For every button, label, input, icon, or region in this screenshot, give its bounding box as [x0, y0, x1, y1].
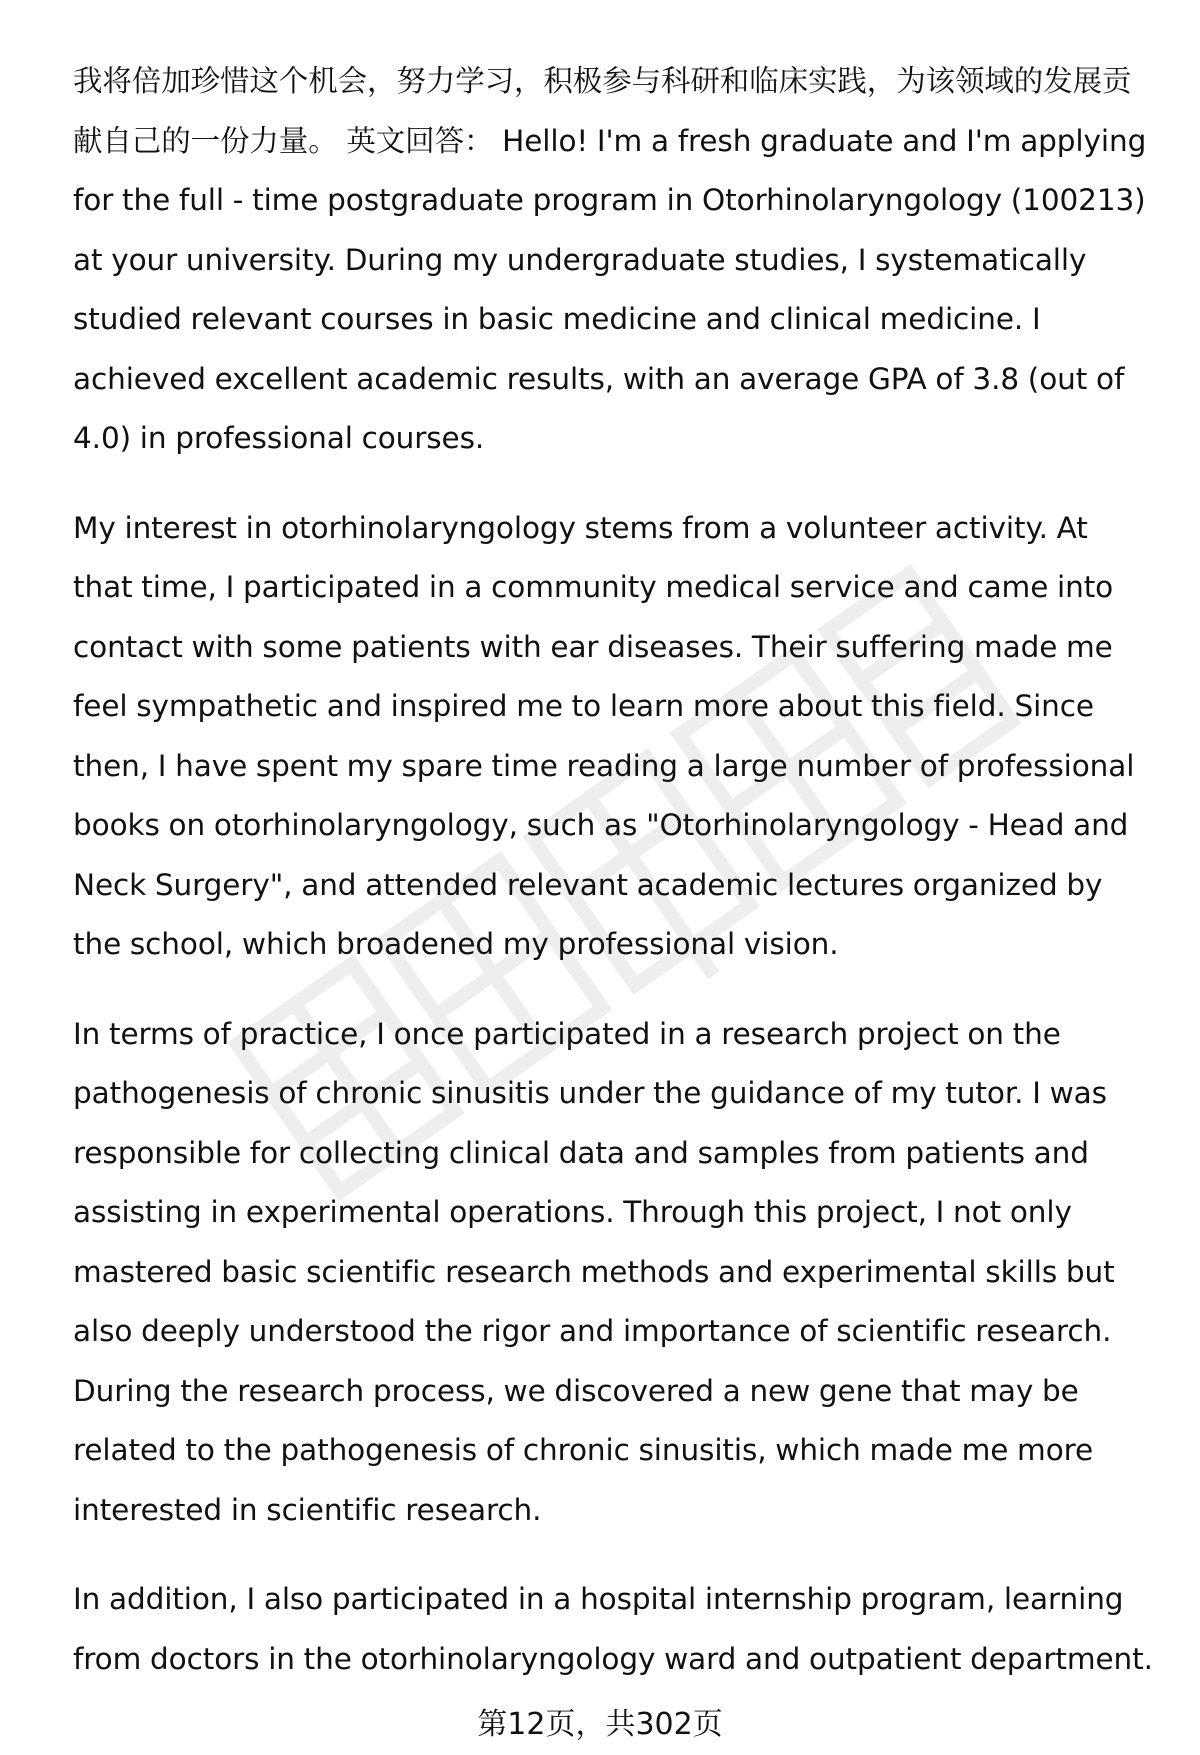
document-body — [73, 52, 1153, 1719]
paragraph-1: 我将倍加珍惜这个机会，努力学习，积极参与科研和临床实践，为该领域的发展贡献自己的一份力量。 英文回答： Hello! I'm a fresh graduate and I'm applying for the full - time postgraduate program in Otorhinolaryngology (100213) at your university. During my undergraduate studies, I systematically studied relevant courses in basic medicine and clinical medicine. I achieved excellent academic results, with an average GPA of 3.8 (out of 4.0) in professional courses. — [73, 64, 1147, 455]
paragraph-4: In addition, I also participated in a hospital internship program, learning from doctors in the otorhinolaryngology ward and outpatient department. — [73, 1582, 1153, 1676]
paragraph-2: My interest in otorhinolaryngology stems from a volunteer activity. At that time, I participated in a community medical service and came into contact with some patients with ear diseases. Their suffering made me feel sympathetic and inspired me to learn more about this field. Since then, I have spent my spare time reading a large number of professional books on otorhinolaryngology, such as "Otorhinolaryngology - Head and Neck Surgery", and attended relevant academic lectures organized by the school, which broadened my professional vision. — [73, 510, 1135, 961]
page-number-footer: 第12页，共302页 — [477, 1707, 723, 1742]
paragraph-3: In terms of practice, I once participated in a research project on the pathogenesis of chronic sinusitis under the guidance of my tutor. I was responsible for collecting clinical data and samples from patients and assisting in experimental operations. Through this project, I not only mastered basic scientific research methods and experimental skills but also deeply understood the rigor and importance of scientific research. During the research process, we discovered a new gene that may be related to the pathogenesis of chronic sinusitis, which made me more interested in scientific research. — [73, 1016, 1115, 1527]
